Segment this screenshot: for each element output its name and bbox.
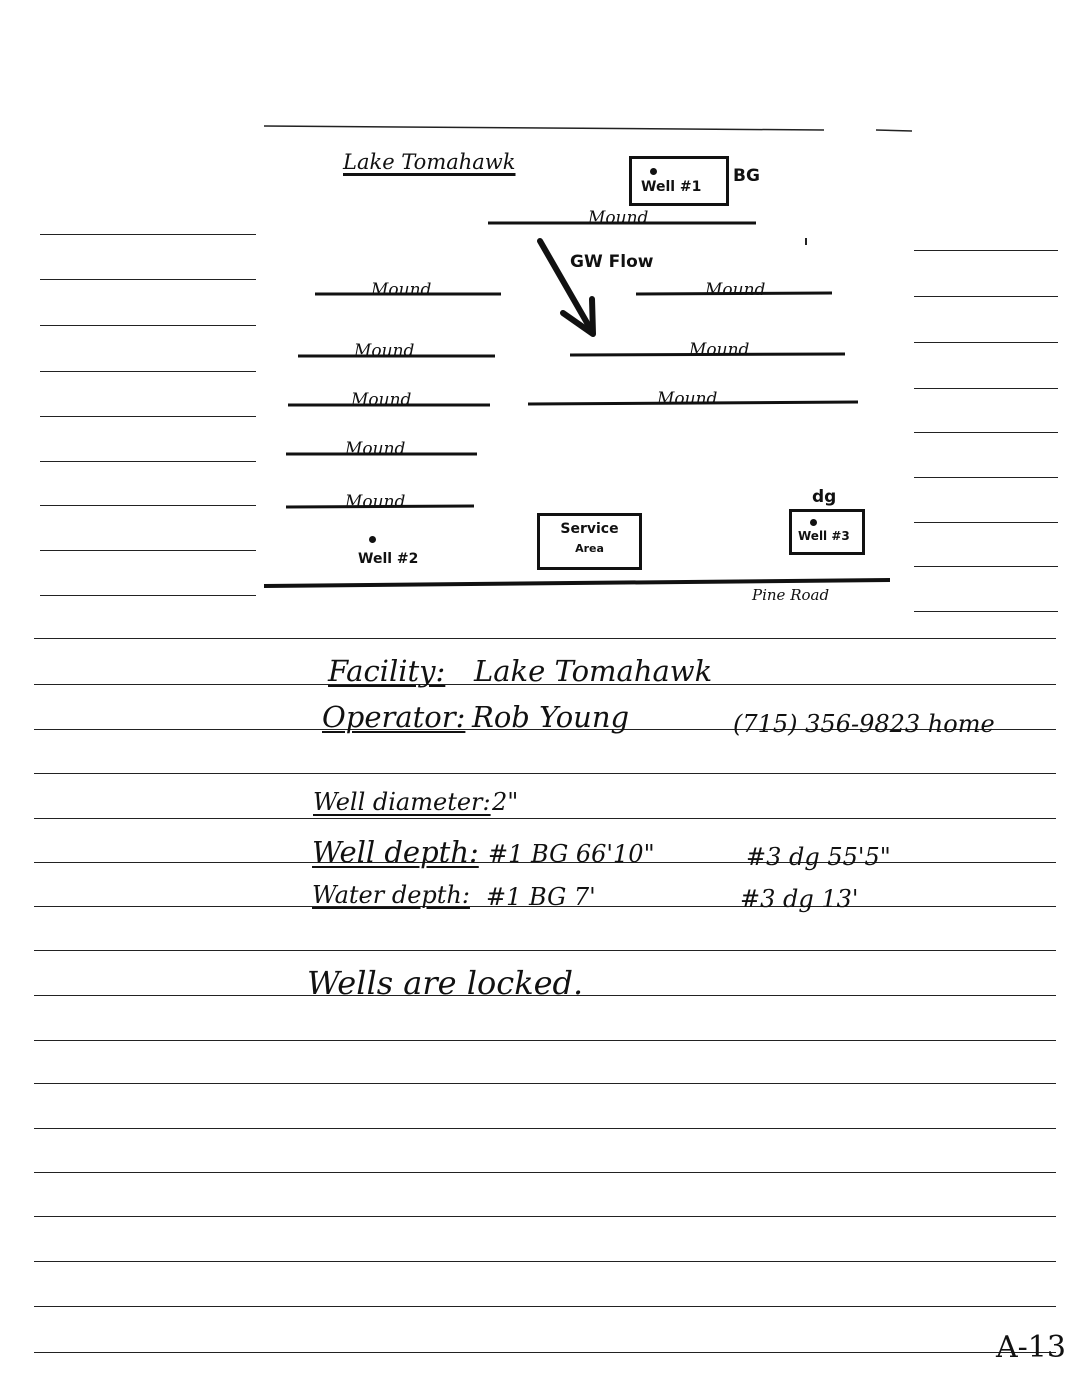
well-2-marker: [369, 536, 376, 543]
mound-label: Mound: [588, 208, 649, 228]
map-top-border: [264, 126, 824, 130]
ruled-line: [34, 818, 1056, 819]
water-depth-3: #3 dg 13': [740, 885, 859, 913]
gw-flow-label: GW Flow: [570, 252, 654, 272]
water-depth-label: Water depth:: [312, 881, 470, 909]
water-depth-1: #1 BG 7': [486, 883, 596, 911]
well-3-label: Well #3: [798, 529, 850, 543]
ruled-line: [34, 1040, 1056, 1041]
operator-value: Rob Young: [472, 700, 630, 734]
mound-label: Mound: [351, 390, 412, 410]
map-top-border: [876, 130, 912, 131]
ruled-line: [34, 1261, 1056, 1262]
well-3-tag: dg: [812, 487, 837, 507]
operator-label: Operator:: [322, 700, 466, 734]
well-1-label: Well #1: [641, 179, 702, 195]
ruled-line: [34, 1083, 1056, 1084]
facility-label: Facility:: [328, 654, 446, 688]
well-1-tag: BG: [733, 166, 760, 186]
page-number: A-13: [996, 1330, 1066, 1365]
mound-label: Mound: [705, 280, 766, 300]
mound-label: Mound: [345, 492, 406, 512]
well-diameter-label: Well diameter:: [313, 788, 491, 816]
mound-label: Mound: [689, 340, 750, 360]
well-depth-label: Well depth:: [312, 835, 479, 869]
ruled-line: [34, 773, 1056, 774]
wells-locked-note: Wells are locked.: [307, 964, 584, 1002]
mound-label: Mound: [345, 439, 406, 459]
facility-value: Lake Tomahawk: [474, 654, 713, 688]
well-3-box: [789, 509, 865, 555]
mound-label: Mound: [371, 280, 432, 300]
service-area-line2: Area: [575, 542, 604, 555]
well-1-marker: [650, 168, 657, 175]
well-3-marker: [810, 519, 817, 526]
well-depth-3: #3 dg 55'5": [746, 843, 891, 871]
well-depth-1: #1 BG 66'10": [488, 840, 655, 868]
ruled-line: [34, 1128, 1056, 1129]
ruled-line: [34, 950, 1056, 951]
ruled-line: [34, 1306, 1056, 1307]
ruled-line: [34, 1352, 1056, 1353]
map-title: Lake Tomahawk: [343, 150, 516, 174]
mound-label: Mound: [354, 341, 415, 361]
site-map-drawing: [0, 0, 1070, 640]
road-label: Pine Road: [752, 586, 830, 604]
ruled-line: [34, 1172, 1056, 1173]
well-1-box: [629, 156, 729, 206]
well-2-label: Well #2: [358, 551, 419, 567]
service-area-line1: Service: [560, 521, 619, 537]
ruled-line: [34, 1216, 1056, 1217]
operator-phone: (715) 356-9823 home: [733, 710, 995, 738]
mound-label: Mound: [657, 389, 718, 409]
service-area-box: [537, 513, 642, 570]
well-diameter-value: 2": [492, 788, 519, 816]
